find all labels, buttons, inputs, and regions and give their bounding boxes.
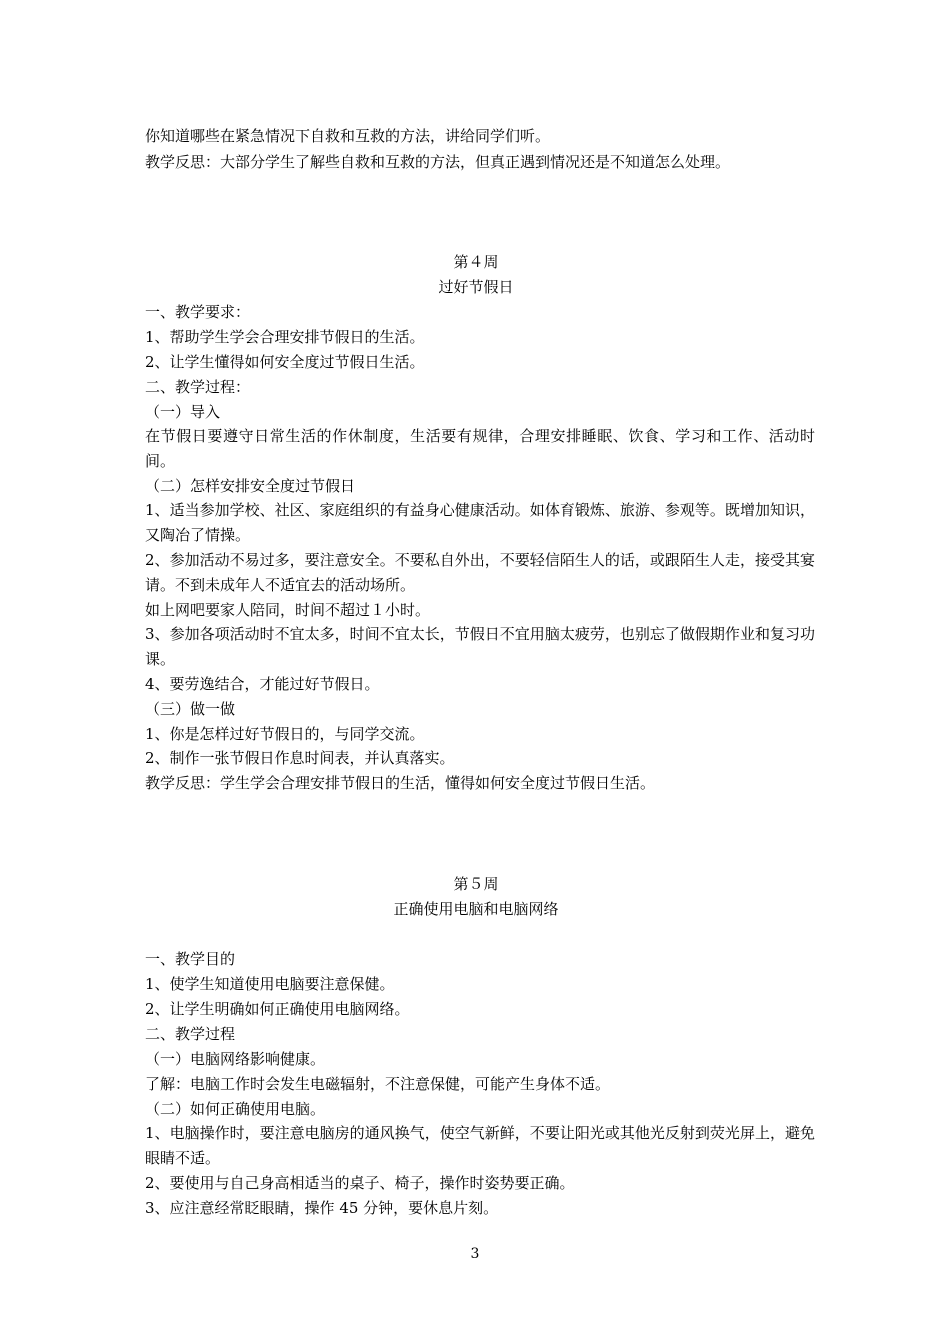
paragraph: 1、适当参加学校、社区、家庭组织的有益身心健康活动。如体育锻炼、旅游、参观等。既增加知识，又陶冶了情操。 <box>145 501 815 544</box>
paragraph: 1、电脑操作时，要注意电脑房的通风换气，使空气新鲜，不要让阳光或其他光反射到荧光屏上，避免眼睛不适。 <box>145 1124 815 1167</box>
subsection-heading: （一）导入 <box>145 403 221 421</box>
subsection-heading: （二）如何正确使用电脑。 <box>145 1100 326 1118</box>
paragraph: 4、要劳逸结合，才能过好节假日。 <box>145 675 380 693</box>
paragraph: 2、让学生明确如何正确使用电脑网络。 <box>145 1000 410 1018</box>
lesson-title: 正确使用电脑和电脑网络 <box>393 900 559 918</box>
paragraph: 你知道哪些在紧急情况下自救和互救的方法，讲给同学们听。 <box>145 127 551 145</box>
paragraph: 3、参加各项活动时不宜太多，时间不宜太长，节假日不宜用脑太疲劳，也别忘了做假期作业和复习功课。 <box>145 625 815 668</box>
paragraph: 2、让学生懂得如何安全度过节假日生活。 <box>145 353 425 371</box>
paragraph: 在节假日要遵守日常生活的作休制度，生活要有规律，合理安排睡眠、饮食、学习和工作、活动时间。 <box>145 427 815 470</box>
section-heading: 一、教学要求： <box>145 303 251 321</box>
subsection-heading: （一）电脑网络影响健康。 <box>145 1050 326 1068</box>
paragraph: 如上网吧要家人陪同，时间不超过１小时。 <box>145 601 431 619</box>
paragraph: 1、使学生知道使用电脑要注意保健。 <box>145 975 395 993</box>
paragraph: 2、要使用与自己身高相适当的桌子、椅子，操作时姿势要正确。 <box>145 1174 575 1192</box>
section-heading: 一、教学目的 <box>145 950 236 968</box>
reflection: 教学反思：大部分学生了解些自救和互救的方法，但真正遇到情况还是不知道怎么处理。 <box>145 153 731 171</box>
week-heading: 第５周 <box>453 875 499 893</box>
section-heading: 二、教学过程： <box>145 378 251 396</box>
paragraph: 了解：电脑工作时会发生电磁辐射，不注意保健，可能产生身体不适。 <box>145 1075 611 1093</box>
section-heading: 二、教学过程 <box>145 1025 236 1043</box>
reflection: 教学反思：学生学会合理安排节假日的生活，懂得如何安全度过节假日生活。 <box>145 774 656 792</box>
paragraph: 2、制作一张节假日作息时间表，并认真落实。 <box>145 749 455 767</box>
lesson-title: 过好节假日 <box>438 278 514 296</box>
paragraph: 1、你是怎样过好节假日的，与同学交流。 <box>145 725 425 743</box>
subsection-heading: （二）怎样安排安全度过节假日 <box>145 477 356 495</box>
paragraph: 3、应注意经常眨眼睛，操作 45 分钟，要休息片刻。 <box>145 1199 499 1217</box>
paragraph: 2、参加活动不易过多，要注意安全。不要私自外出，不要轻信陌生人的话，或跟陌生人走，接受其宴请。不到未成年人不适宜去的活动场所。 <box>145 551 815 594</box>
week-heading: 第４周 <box>453 253 499 271</box>
paragraph: 1、帮助学生学会合理安排节假日的生活。 <box>145 328 425 346</box>
page-number: 3 <box>470 1246 480 1262</box>
subsection-heading: （三）做一做 <box>145 700 236 718</box>
